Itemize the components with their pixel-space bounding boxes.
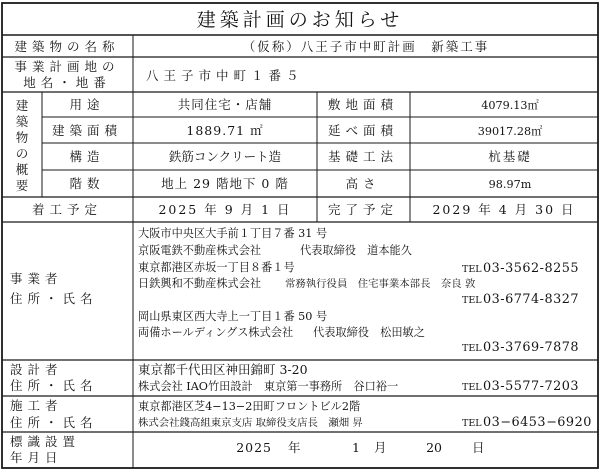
developer-representative: 代表取締役 松田敏之 xyxy=(313,326,425,339)
sign-installed-month-unit: 月 xyxy=(374,440,387,455)
building-name-label: 建築物の名称 xyxy=(14,39,120,54)
start-value: 2025 年 9 月 1 日 xyxy=(158,202,292,217)
developer-label-line2: 住所・氏名 xyxy=(10,291,98,306)
site-location-value: 八王子市中町１番５ xyxy=(146,68,304,83)
overview-side-char: 物 xyxy=(15,130,29,145)
end-value: 2029 年 4 月 30 日 xyxy=(432,202,576,217)
overview-side-char: 要 xyxy=(15,178,29,193)
developer-tel-label: TEL xyxy=(462,264,482,275)
developer-entry xyxy=(138,309,579,355)
designer-company: 株式会社 IAO竹田設計 東京第一事務所 谷口裕一 xyxy=(138,380,399,393)
site-location-label-line2: 地名・地番 xyxy=(23,75,111,90)
total-floor-area-value: 39017.28㎡ xyxy=(477,125,543,138)
sign-installed-year: 2025 xyxy=(236,440,272,455)
overview-side-char: 築 xyxy=(15,114,29,129)
end-label: 完了予定 xyxy=(327,202,399,217)
height-value: 98.97m xyxy=(488,178,532,191)
overview-side-char: 概 xyxy=(15,162,29,177)
floors-label: 階数 xyxy=(69,176,105,191)
developer-tel: 03-6774-8327 xyxy=(483,292,580,307)
sign-installed-day-unit: 日 xyxy=(472,440,485,455)
sign-installed-label-line1: 標識設置 xyxy=(10,434,81,449)
developer-company: 京阪電鉄不動産株式会社 xyxy=(138,244,262,257)
start-label: 着工予定 xyxy=(31,202,103,217)
height-label: 高さ xyxy=(345,176,381,191)
designer-address: 東京都千代田区神田錦町 3-20 xyxy=(138,362,308,377)
designer-label-line2: 住所・氏名 xyxy=(10,378,98,393)
building-name-value: （仮称）八王子市中町計画 新築工事 xyxy=(242,39,490,54)
contractor-company: 株式会社錢高組東京支店 取締役支店長 瀬畑 昇 xyxy=(138,417,363,429)
sign-installed-year-unit: 年 xyxy=(288,440,301,455)
developer-representative: 常務執行役員 住宅事業本部長 奈良 敦 xyxy=(285,278,476,290)
designer-label-line1: 設計者 xyxy=(10,362,63,377)
developer-address: 東京都港区赤坂一丁目８番１号 xyxy=(138,261,295,274)
foundation-value: 杭基礎 xyxy=(488,149,532,164)
sign-title: 建築計画のお知らせ xyxy=(196,9,404,31)
developer-representative: 代表取締役 道本能久 xyxy=(300,244,412,257)
contractor-label-line1: 施工者 xyxy=(10,398,63,413)
developer-address: 岡山県東区西大寺上一丁目１番 50 号 xyxy=(138,310,328,323)
developer-label-line1: 事業者 xyxy=(10,271,63,286)
developer-tel: 03-3562-8255 xyxy=(483,261,580,276)
sign-installed-day: 20 xyxy=(426,440,442,455)
building-area-value: 1889.71 ㎡ xyxy=(186,123,264,138)
developer-tel-label: TEL xyxy=(462,295,482,306)
contractor-address: 東京都港区芝4−13−2田町フロントビル2階 xyxy=(138,400,361,413)
sign-installed-label-line2: 年月日 xyxy=(10,450,63,465)
structure-label: 構造 xyxy=(69,149,105,164)
designer-tel: 03-5577-7203 xyxy=(483,379,580,394)
total-floor-area-label: 延べ面積 xyxy=(327,123,399,138)
structure-value: 鉄筋コンクリート造 xyxy=(168,149,282,164)
contractor-label-line2: 住所・氏名 xyxy=(10,415,98,430)
designer-tel-label: TEL xyxy=(462,382,482,393)
site-area-value: 4079.13㎡ xyxy=(481,99,539,112)
developer-address: 大阪市中央区大手前１丁目７番 31 号 xyxy=(138,227,328,240)
contractor-tel-label: TEL xyxy=(462,418,482,429)
sign-installed-month: 1 xyxy=(352,440,360,455)
site-location-label-line1: 事業計画地の xyxy=(14,59,120,74)
contractor-tel: 03−6453−6920 xyxy=(483,415,592,430)
floors-value: 地上 29 階地下 0 階 xyxy=(161,176,289,191)
developer-company: 両備ホールディングス株式会社 xyxy=(138,326,294,339)
use-label: 用途 xyxy=(69,97,105,112)
overview-side-char: の xyxy=(15,146,29,161)
building-area-label: 建築面積 xyxy=(51,123,123,138)
developer-tel: 03-3769-7878 xyxy=(483,340,580,355)
overview-side-label xyxy=(16,98,29,193)
foundation-label: 基礎工法 xyxy=(327,149,399,164)
developer-company: 日鉄興和不動産株式会社 xyxy=(138,277,262,290)
overview-side-char: 建 xyxy=(15,98,29,113)
developer-tel-label: TEL xyxy=(462,343,482,354)
use-value: 共同住宅・店舗 xyxy=(177,97,273,112)
site-area-label: 敷地面積 xyxy=(327,97,399,112)
